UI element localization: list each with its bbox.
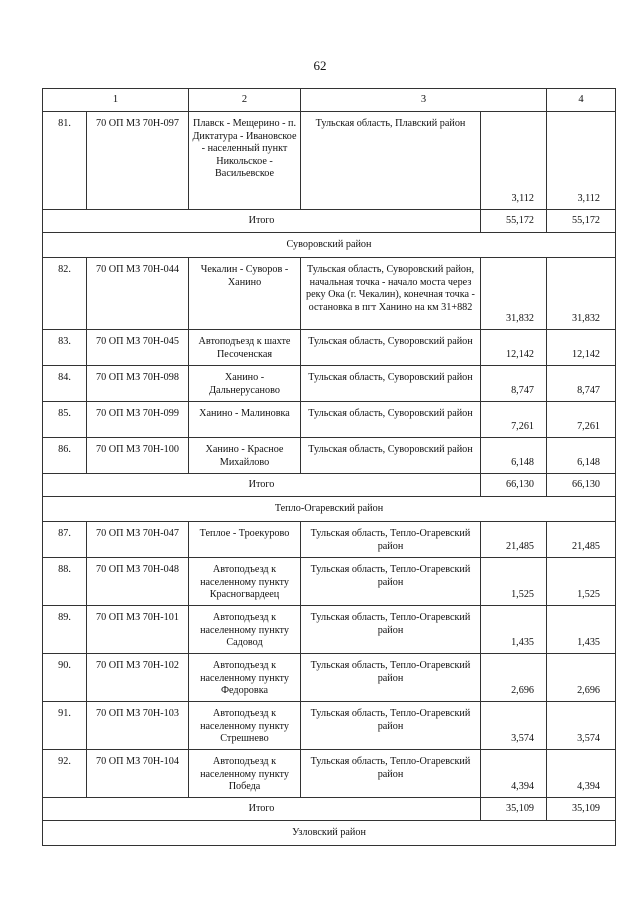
table-header-row: [43, 89, 616, 112]
roads-table-container: [42, 88, 615, 846]
road-name: Автоподъезд к населенному пункту Красногвардеец: [189, 558, 301, 606]
length-value: 12,142: [481, 330, 547, 366]
table-row: [43, 702, 616, 750]
total-label: Итого: [43, 798, 481, 821]
total-value-col4: 66,130: [547, 474, 616, 497]
table-row: [43, 654, 616, 702]
road-name: Теплое - Троекурово: [189, 522, 301, 558]
road-name: Автоподъезд к населенному пункту Победа: [189, 750, 301, 798]
road-code: 70 ОП МЗ 70Н-047: [87, 522, 189, 558]
total-row: [43, 798, 616, 821]
total-length-value: 4,394: [547, 750, 616, 798]
road-name: Чекалин - Суворов - Ханино: [189, 258, 301, 330]
district-title: Суворовский район: [43, 233, 616, 258]
district-title: Тепло-Огаревский район: [43, 497, 616, 522]
total-length-value: 3,574: [547, 702, 616, 750]
table-row: [43, 112, 616, 210]
total-length-value: 3,112: [547, 112, 616, 210]
length-value: 8,747: [481, 366, 547, 402]
road-location: Тульская область, Суворовский район, начальная точка - начало моста через реку Ока (г. Чекалин), конечная точка - остановка в пгт Ханино на км 31+882: [301, 258, 481, 330]
row-number: 81.: [43, 112, 87, 210]
total-label: Итого: [43, 474, 481, 497]
total-length-value: 1,525: [547, 558, 616, 606]
total-value: 55,172: [481, 210, 547, 233]
length-value: 6,148: [481, 438, 547, 474]
total-length-value: 6,148: [547, 438, 616, 474]
row-number: 92.: [43, 750, 87, 798]
row-number: 86.: [43, 438, 87, 474]
section-row: [43, 497, 616, 522]
road-location: Тульская область, Тепло-Огаревский район: [301, 750, 481, 798]
table-row: [43, 606, 616, 654]
length-value: 1,525: [481, 558, 547, 606]
header-col-3: 3: [301, 89, 547, 112]
road-code: 70 ОП МЗ 70Н-048: [87, 558, 189, 606]
header-col-4: 4: [547, 89, 616, 112]
road-location: Тульская область, Тепло-Огаревский район: [301, 606, 481, 654]
total-length-value: 2,696: [547, 654, 616, 702]
table-row: [43, 438, 616, 474]
road-location: Тульская область, Суворовский район: [301, 438, 481, 474]
section-row: [43, 821, 616, 846]
total-length-value: 12,142: [547, 330, 616, 366]
total-length-value: 31,832: [547, 258, 616, 330]
header-col-2: 2: [189, 89, 301, 112]
total-value: 66,130: [481, 474, 547, 497]
road-location: Тульская область, Тепло-Огаревский район: [301, 522, 481, 558]
length-value: 1,435: [481, 606, 547, 654]
row-number: 82.: [43, 258, 87, 330]
table-row: [43, 558, 616, 606]
road-name: Ханино - Красное Михайлово: [189, 438, 301, 474]
road-name: Автоподъезд к населенному пункту Федоровка: [189, 654, 301, 702]
road-code: 70 ОП МЗ 70Н-099: [87, 402, 189, 438]
row-number: 91.: [43, 702, 87, 750]
length-value: 3,112: [481, 112, 547, 210]
table-row: [43, 402, 616, 438]
road-code: 70 ОП МЗ 70Н-044: [87, 258, 189, 330]
table-row: [43, 330, 616, 366]
row-number: 87.: [43, 522, 87, 558]
table-row: [43, 258, 616, 330]
road-name: Автоподъезд к шахте Песоченская: [189, 330, 301, 366]
length-value: 4,394: [481, 750, 547, 798]
row-number: 90.: [43, 654, 87, 702]
road-code: 70 ОП МЗ 70Н-104: [87, 750, 189, 798]
total-length-value: 7,261: [547, 402, 616, 438]
road-location: Тульская область, Суворовский район: [301, 366, 481, 402]
row-number: 85.: [43, 402, 87, 438]
road-code: 70 ОП МЗ 70Н-100: [87, 438, 189, 474]
road-location: Тульская область, Тепло-Огаревский район: [301, 654, 481, 702]
total-value-col4: 55,172: [547, 210, 616, 233]
length-value: 7,261: [481, 402, 547, 438]
page-number: 62: [313, 58, 327, 73]
road-name: Автоподъезд к населенному пункту Садовод: [189, 606, 301, 654]
length-value: 3,574: [481, 702, 547, 750]
total-value: 35,109: [481, 798, 547, 821]
row-number: 88.: [43, 558, 87, 606]
total-length-value: 8,747: [547, 366, 616, 402]
table-row: [43, 522, 616, 558]
length-value: 2,696: [481, 654, 547, 702]
roads-table: [42, 88, 616, 846]
road-location: Тульская область, Тепло-Огаревский район: [301, 702, 481, 750]
row-number: 89.: [43, 606, 87, 654]
section-row: [43, 233, 616, 258]
district-title: Узловский район: [43, 821, 616, 846]
road-code: 70 ОП МЗ 70Н-097: [87, 112, 189, 210]
length-value: 21,485: [481, 522, 547, 558]
header-col-1: 1: [43, 89, 189, 112]
road-name: Автоподъезд к населенному пункту Стрешнево: [189, 702, 301, 750]
road-name: Плавск - Мещерино - п. Диктатура - Ивановское - населенный пункт Никольское - Васильевское: [189, 112, 301, 210]
total-length-value: 1,435: [547, 606, 616, 654]
table-body: [43, 112, 616, 846]
total-value-col4: 35,109: [547, 798, 616, 821]
row-number: 84.: [43, 366, 87, 402]
total-row: [43, 474, 616, 497]
road-location: Тульская область, Суворовский район: [301, 402, 481, 438]
road-location: Тульская область, Тепло-Огаревский район: [301, 558, 481, 606]
road-name: Ханино - Дальнерусаново: [189, 366, 301, 402]
total-length-value: 21,485: [547, 522, 616, 558]
road-code: 70 ОП МЗ 70Н-102: [87, 654, 189, 702]
total-row: [43, 210, 616, 233]
road-code: 70 ОП МЗ 70Н-103: [87, 702, 189, 750]
road-name: Ханино - Малиновка: [189, 402, 301, 438]
table-row: [43, 366, 616, 402]
road-code: 70 ОП МЗ 70Н-101: [87, 606, 189, 654]
road-location: Тульская область, Суворовский район: [301, 330, 481, 366]
road-location: Тульская область, Плавский район: [301, 112, 481, 210]
road-code: 70 ОП МЗ 70Н-045: [87, 330, 189, 366]
road-code: 70 ОП МЗ 70Н-098: [87, 366, 189, 402]
length-value: 31,832: [481, 258, 547, 330]
table-row: [43, 750, 616, 798]
row-number: 83.: [43, 330, 87, 366]
total-label: Итого: [43, 210, 481, 233]
